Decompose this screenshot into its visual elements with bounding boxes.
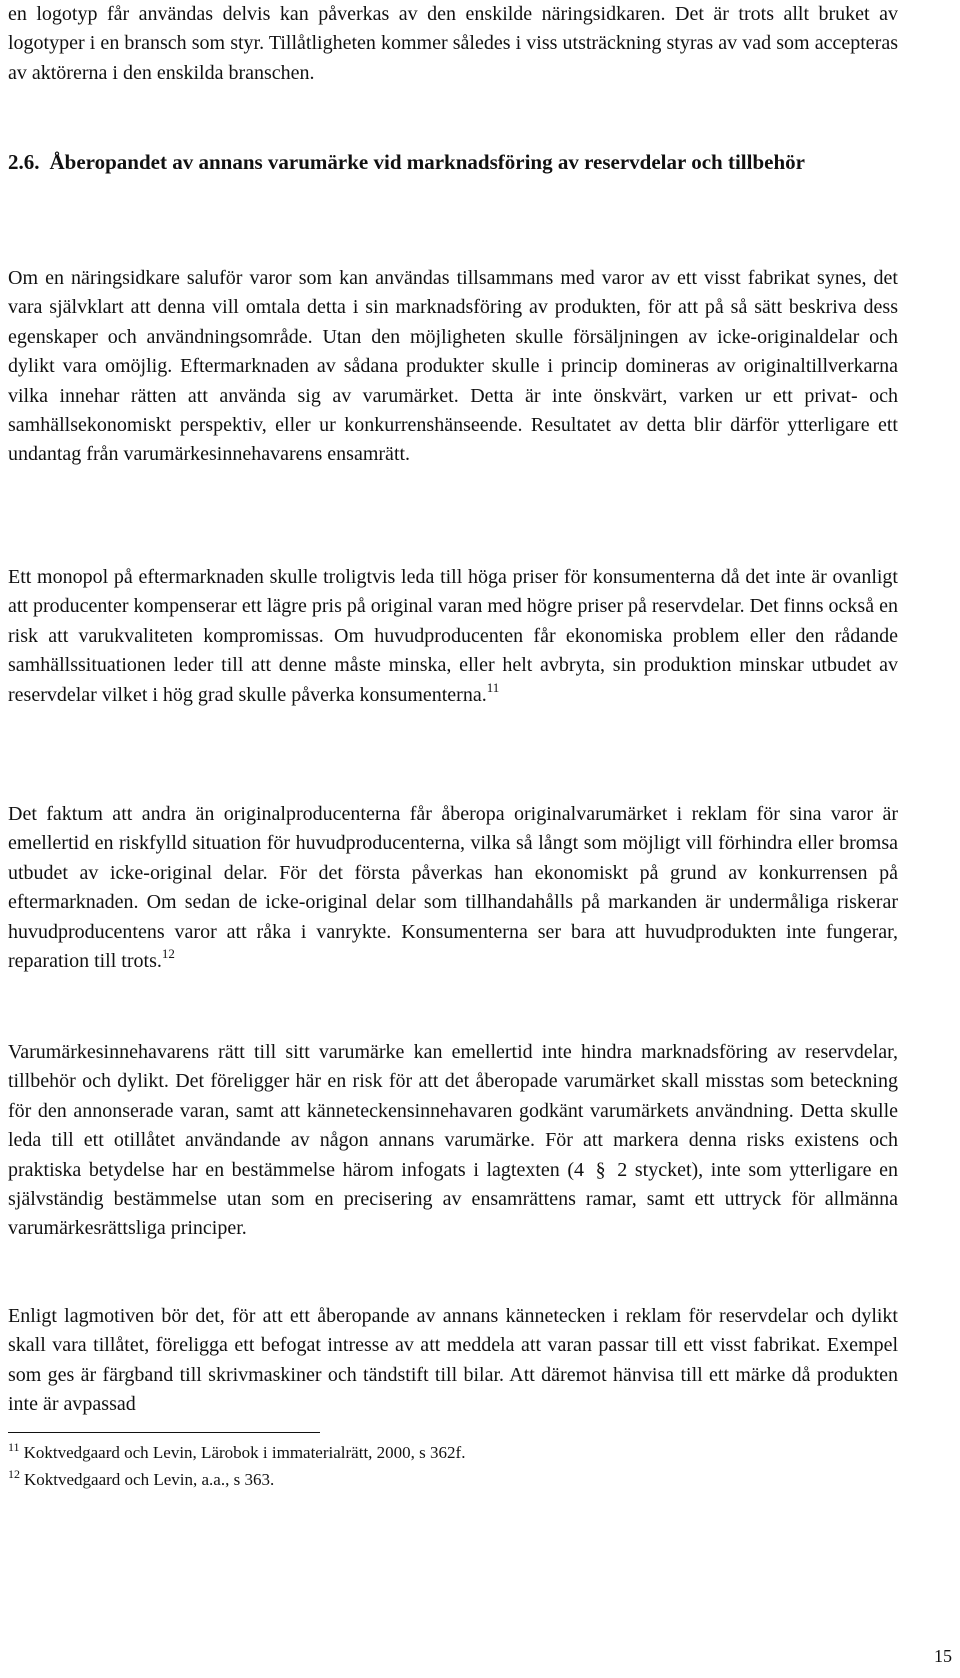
paragraph-2-text: Ett monopol på eftermarknaden skulle troligtvis leda till höga priser för konsumenterna då det inte är ovanligt att producenter kompenserar ett lägre pris på original varan med högre priser på reservdelar. Det finns också en risk att varukvaliteten kompromissas. Om huvudproducenten får ekonomiska problem eller den rådande samhällssituationen leder till att denne måste minska, eller helt avbryta, sin produktion minskar utbudet av reservdelar vilket i hög grad skulle påverka konsumenterna. [8, 566, 898, 706]
paragraph-4-text-before: Varumärkesinnehavarens rätt till sitt varumärke kan emellertid inte hindra marknadsföring av reservdelar, tillbehör och dylikt. Det föreligger här en risk för att det åberopade varumärket skall misstas som beteckning för den annonserade varan, samt att känneteckensinnehavaren godkänt varumärkets användning. Detta skulle leda till ett otillåtet användande av någon annans varumärke. För att markera denna risks existens och praktiska betydelse har en bestämmelse härom infogats i lagtexten (4 [8, 1041, 898, 1181]
intro-paragraph: en logotyp får användas delvis kan påverkas av den enskilde näringsidkaren. Det är trots allt bruket av logotyper i en bransch som styr. Tillåtligheten kommer således i viss utsträckning styras av vad som accepteras av aktörerna i den enskilda branschen. [8, 3, 898, 84]
paragraph-4 [8, 1038, 898, 1244]
section-number: 2.6. [8, 150, 40, 174]
footnote-number: 12 [8, 1467, 20, 1481]
paragraph-1: Om en näringsidkare saluför varor som kan användas tillsammans med varor av ett visst fabrikat synes, det vara självklart att denna vill omtala detta i sin marknadsföring av produkten, för att på så sätt beskriva dess egenskaper och användningsområde. Utan den möjligheten skulle försäljningen av icke-originaldelar och dylikt vara omöjlig. Eftermarknaden av sådana produkter skulle i princip domineras av originaltillverkarna vilka innehar rätten att använda sig av varumärket. Detta är inte önskvärt, varken ur ett privat- och samhällsekonomiskt perspektiv, eller ur konkurrenshänseende. Resultatet av detta blir därför ytterligare ett undantag från varumärkesinnehavarens ensamrätt. [8, 267, 898, 466]
page-number: 15 [934, 1646, 952, 1666]
footnote-text: Koktvedgaard och Levin, a.a., s 363. [24, 1470, 275, 1489]
paragraph-3 [8, 800, 898, 976]
footnote-divider [8, 1432, 320, 1433]
footnote-11 [8, 1442, 465, 1464]
section-title: Åberopandet av annans varumärke vid marknadsföring av reservdelar och tillbehör [49, 150, 805, 174]
section-heading [8, 147, 898, 177]
footnote-12 [8, 1469, 274, 1491]
paragraph-3-text: Det faktum att andra än originalproducenterna får åberopa originalvarumärket i reklam för sina varor är emellertid en riskfylld situation för huvudproducenterna, vilka så långt som möjligt vill förhindra eller bromsa utbudet av icke-original delar. För det första påverkas han ekonomiskt på grund av konkurrensen på eftermarknaden. Om sedan de icke-original delar som tillhandahålls på markanden är undermåliga riskerar huvudproducentens varor att råka i vanrykte. Konsumenterna ser bara att huvudprodukten inte fungerar, reparation till trots. [8, 803, 898, 973]
paragraph-4-text-after: 2 stycket), inte som ytterligare en självständig bestämmelse utan som en precisering av ensamrättens ramar, samt ett uttryck för allmänna varumärkesrättsliga principer. [8, 1158, 898, 1240]
paragraph-5: Enligt lagmotiven bör det, för att ett åberopande av annans kännetecken i reklam för reservdelar och dylikt skall vara tillåtet, föreligga ett befogat intresse av att meddela att varan passar till ett visst fabrikat. Exempel som ges är färgband till skrivmaskiner och tändstift till bilar. Att däremot hänvisa till ett märke då produkten inte är avpassad [8, 1305, 898, 1416]
paragraph-2 [8, 563, 898, 710]
footnote-ref-12: 12 [161, 946, 175, 962]
footnote-number: 11 [8, 1440, 20, 1454]
footnote-ref-11: 11 [486, 679, 500, 695]
section-sign: § [595, 1158, 606, 1181]
footnote-text: Koktvedgaard och Levin, Lärobok i immaterialrätt, 2000, s 362f. [23, 1443, 466, 1462]
